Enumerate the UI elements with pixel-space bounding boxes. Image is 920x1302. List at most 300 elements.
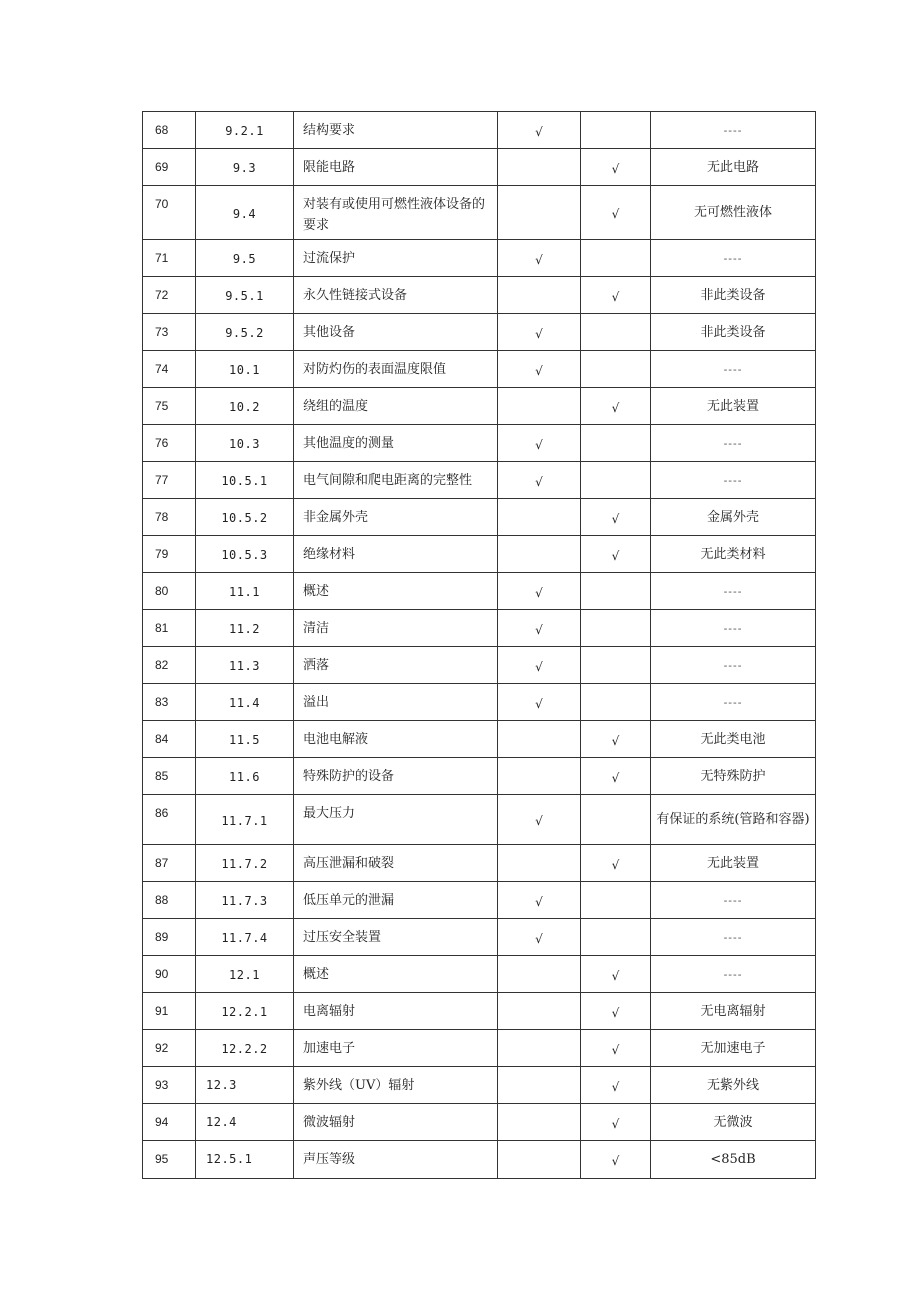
clause-number [196,462,294,499]
applicable-check-text: √ [535,363,543,378]
clause-number [196,186,294,240]
clause-number [196,1141,294,1179]
row-number-text: 89 [155,930,169,944]
item-description-text: 电离辐射 [303,1004,356,1019]
row-number-text: 77 [155,473,169,487]
applicable-check [498,388,581,425]
clause-number-text: 11.4 [229,696,260,710]
item-description-text: 过压安全装置 [303,930,382,945]
applicable-check [498,1104,581,1141]
item-description-text: 洒落 [303,658,330,673]
row-number [143,1067,196,1104]
remark-text: 无此类电池 [700,731,766,747]
item-description-text: 高压泄漏和破裂 [303,856,395,871]
applicable-check-text: √ [535,326,543,341]
row-number-text: 95 [155,1152,169,1166]
table-row [143,610,816,647]
not-applicable-check-text: √ [611,161,620,176]
compliance-checklist-table [142,111,816,1179]
not-applicable-check [581,425,651,462]
remark [651,112,816,149]
row-number [143,351,196,388]
applicable-check [498,186,581,240]
clause-number-text: 11.7.2 [221,857,268,871]
remark-text: 无电离辐射 [700,1003,766,1019]
table-body [143,112,816,1179]
item-description-text: 声压等级 [303,1152,356,1167]
row-number [143,425,196,462]
applicable-check-text: √ [535,474,543,489]
applicable-check [498,956,581,993]
clause-number-text: 11.3 [229,659,260,673]
row-number-text: 92 [155,1041,169,1055]
remark-text: ---- [723,621,743,635]
item-description [294,186,498,240]
table-row [143,993,816,1030]
applicable-check [498,314,581,351]
not-applicable-check [581,573,651,610]
applicable-check [498,112,581,149]
clause-number-text: 11.5 [229,733,260,747]
remark-text: 无加速电子 [700,1040,766,1056]
table-row [143,956,816,993]
remark-text: ---- [723,893,743,907]
not-applicable-check [581,240,651,277]
item-description-text: 电气间隙和爬电距离的完整性 [303,473,473,488]
remark [651,882,816,919]
item-description [294,425,498,462]
applicable-check-text: √ [535,252,543,267]
clause-number [196,277,294,314]
not-applicable-check-text: √ [611,968,620,983]
row-number-text: 72 [155,288,169,302]
clause-number [196,499,294,536]
clause-number-text: 10.1 [229,363,260,377]
item-description [294,882,498,919]
clause-number-text: 9.5 [232,252,257,266]
clause-number-text: 10.2 [229,400,260,414]
row-number-text: 84 [155,732,169,746]
clause-number [196,351,294,388]
remark [651,388,816,425]
row-number [143,845,196,882]
not-applicable-check [581,186,651,240]
remark-text: ---- [723,436,743,450]
item-description [294,721,498,758]
row-number [143,721,196,758]
not-applicable-check [581,882,651,919]
clause-number [196,956,294,993]
not-applicable-check-text: √ [611,400,620,415]
table-row [143,919,816,956]
clause-number-text: 10.5.1 [221,474,268,488]
remark [651,610,816,647]
applicable-check [498,721,581,758]
table-row [143,499,816,536]
item-description [294,993,498,1030]
table-row [143,882,816,919]
item-description-text: 特殊防护的设备 [303,769,395,784]
clause-number-text: 11.1 [229,585,260,599]
row-number [143,758,196,795]
item-description [294,112,498,149]
clause-number-text: 10.3 [229,437,260,451]
remark [651,536,816,573]
applicable-check-text: √ [535,894,543,909]
row-number [143,462,196,499]
item-description-text: 其他设备 [303,325,356,340]
applicable-check [498,1067,581,1104]
item-description [294,758,498,795]
remark [651,845,816,882]
clause-number-text: 9.5.2 [225,326,264,340]
row-number [143,388,196,425]
row-number-text: 85 [155,769,169,783]
table-row [143,1067,816,1104]
item-description [294,462,498,499]
not-applicable-check-text: √ [611,511,620,526]
item-description-text: 限能电路 [303,160,356,175]
applicable-check [498,993,581,1030]
remark [651,1067,816,1104]
item-description-text: 微波辐射 [303,1115,356,1130]
remark [651,186,816,240]
remark-text: ---- [723,695,743,709]
item-description-text: 溢出 [303,695,330,710]
applicable-check [498,795,581,845]
row-number-text: 79 [155,547,169,561]
table-row [143,388,816,425]
not-applicable-check [581,993,651,1030]
item-description-text: 其他温度的测量 [303,436,395,451]
not-applicable-check-text: √ [611,1116,620,1131]
clause-number-text: 12.5.1 [206,1152,253,1166]
clause-number [196,388,294,425]
clause-number [196,684,294,721]
clause-number [196,240,294,277]
applicable-check-text: √ [535,437,543,452]
item-description [294,536,498,573]
row-number-text: 81 [155,621,169,635]
clause-number-text: 12.3 [206,1078,237,1092]
item-description [294,1104,498,1141]
applicable-check [498,1141,581,1179]
row-number-text: 69 [155,160,169,174]
not-applicable-check [581,462,651,499]
clause-number-text: 11.2 [229,622,260,636]
item-description-text: 概述 [303,584,330,599]
row-number [143,1141,196,1179]
item-description [294,919,498,956]
not-applicable-check [581,112,651,149]
applicable-check [498,240,581,277]
applicable-check [498,1030,581,1067]
row-number-text: 74 [155,362,169,376]
table-row [143,462,816,499]
item-description [294,573,498,610]
row-number-text: 80 [155,584,169,598]
row-number-text: 88 [155,893,169,907]
applicable-check [498,684,581,721]
not-applicable-check-text: √ [611,733,620,748]
not-applicable-check-text: √ [611,1005,620,1020]
remark-text: <85dB [710,1152,756,1167]
row-number [143,993,196,1030]
table-row [143,277,816,314]
not-applicable-check [581,1030,651,1067]
remark-text: 无此电路 [706,159,759,175]
not-applicable-check [581,536,651,573]
item-description-text: 概述 [303,967,330,982]
row-number [143,499,196,536]
item-description [294,845,498,882]
item-description [294,610,498,647]
row-number [143,684,196,721]
clause-number [196,1104,294,1141]
table-row [143,149,816,186]
not-applicable-check-text: √ [611,207,620,221]
clause-number [196,795,294,845]
table-row [143,1104,816,1141]
not-applicable-check-text: √ [611,548,620,563]
applicable-check [498,499,581,536]
item-description-text: 电池电解液 [303,732,369,747]
remark-text: 无特殊防护 [700,768,766,784]
remark-text: ---- [723,658,743,672]
item-description [294,277,498,314]
applicable-check [498,277,581,314]
remark-text: ---- [723,362,743,376]
remark [651,1141,816,1179]
row-number [143,647,196,684]
table-row [143,845,816,882]
applicable-check [498,462,581,499]
item-description [294,684,498,721]
not-applicable-check [581,499,651,536]
applicable-check-text: √ [535,659,543,674]
remark-text: ---- [723,930,743,944]
applicable-check-text: √ [535,814,543,828]
remark [651,1030,816,1067]
not-applicable-check-text: √ [611,289,620,304]
remark-text: 无紫外线 [706,1077,759,1093]
row-number-text: 82 [155,658,169,672]
row-number-text: 75 [155,399,169,413]
remark-text: 非此类设备 [700,287,766,303]
remark-text: 有保证的系统(管路和容器) [656,812,810,827]
row-number [143,882,196,919]
clause-number-text: 11.6 [229,770,260,784]
remark [651,499,816,536]
row-number-text: 70 [155,197,169,211]
row-number [143,573,196,610]
item-description [294,499,498,536]
clause-number-text: 9.5.1 [225,289,264,303]
applicable-check [498,919,581,956]
item-description-text: 绕组的温度 [303,399,369,414]
not-applicable-check-text: √ [611,770,620,785]
row-number [143,314,196,351]
remark-text: ---- [723,584,743,598]
row-number [143,956,196,993]
clause-number [196,314,294,351]
table-row [143,1030,816,1067]
item-description-text: 最大压力 [303,806,356,821]
not-applicable-check [581,684,651,721]
not-applicable-check [581,845,651,882]
clause-number-text: 12.2.2 [221,1042,268,1056]
item-description [294,1030,498,1067]
not-applicable-check-text: √ [611,857,620,872]
clause-number-text: 9.2.1 [225,124,264,138]
remark [651,240,816,277]
table-row [143,536,816,573]
remark-text: 无可燃性液体 [693,205,772,220]
row-number [143,186,196,240]
not-applicable-check [581,795,651,845]
table-row [143,112,816,149]
item-description-text: 非金属外壳 [303,510,369,525]
table-row [143,758,816,795]
remark [651,993,816,1030]
applicable-check [498,425,581,462]
row-number-text: 87 [155,856,169,870]
not-applicable-check-text: √ [611,1079,620,1094]
item-description [294,795,498,845]
clause-number [196,149,294,186]
table-row [143,1141,816,1179]
row-number-text: 78 [155,510,169,524]
item-description [294,351,498,388]
applicable-check [498,758,581,795]
not-applicable-check [581,1067,651,1104]
item-description-text: 过流保护 [303,251,356,266]
row-number [143,536,196,573]
not-applicable-check-text: √ [611,1154,620,1168]
row-number [143,1030,196,1067]
row-number-text: 86 [155,806,169,820]
clause-number [196,536,294,573]
clause-number-text: 12.4 [206,1115,237,1129]
item-description [294,956,498,993]
row-number-text: 76 [155,436,169,450]
remark-text: 无微波 [713,1114,753,1130]
applicable-check [498,536,581,573]
remark [651,351,816,388]
item-description-text: 对装有或使用可燃性液体设备的要求 [303,197,486,233]
clause-number [196,721,294,758]
item-description-text: 低压单元的泄漏 [303,893,395,908]
row-number [143,795,196,845]
clause-number-text: 11.7.1 [221,813,268,828]
remark [651,647,816,684]
row-number-text: 90 [155,967,169,981]
remark [651,1104,816,1141]
remark [651,919,816,956]
clause-number [196,573,294,610]
not-applicable-check-text: √ [611,1042,620,1057]
not-applicable-check [581,149,651,186]
table-row [143,351,816,388]
item-description-text: 紫外线（UV）辐射 [303,1078,415,1093]
applicable-check [498,647,581,684]
clause-number [196,845,294,882]
item-description [294,1067,498,1104]
remark [651,956,816,993]
item-description-text: 加速电子 [303,1041,356,1056]
table-row [143,684,816,721]
remark-text: 无此装置 [706,398,759,414]
applicable-check [498,351,581,388]
remark [651,149,816,186]
table-row [143,721,816,758]
remark-text: 无此类材料 [700,546,766,562]
clause-number [196,425,294,462]
remark [651,462,816,499]
not-applicable-check [581,721,651,758]
row-number [143,277,196,314]
applicable-check-text: √ [535,585,543,600]
not-applicable-check [581,388,651,425]
item-description [294,149,498,186]
remark [651,758,816,795]
applicable-check [498,149,581,186]
item-description-text: 对防灼伤的表面温度限值 [303,362,447,377]
row-number-text: 93 [155,1078,169,1092]
item-description [294,240,498,277]
remark [651,425,816,462]
not-applicable-check [581,277,651,314]
row-number [143,610,196,647]
item-description [294,314,498,351]
not-applicable-check [581,1141,651,1179]
applicable-check-text: √ [535,696,543,711]
clause-number [196,1067,294,1104]
table-row [143,314,816,351]
applicable-check-text: √ [535,124,543,139]
row-number [143,1104,196,1141]
remark-text: ---- [723,473,743,487]
remark-text: 非此类设备 [700,324,766,340]
item-description [294,647,498,684]
clause-number [196,882,294,919]
not-applicable-check [581,758,651,795]
not-applicable-check [581,647,651,684]
row-number [143,149,196,186]
remark [651,573,816,610]
clause-number [196,112,294,149]
item-description-text: 永久性链接式设备 [303,288,408,303]
clause-number [196,610,294,647]
row-number [143,240,196,277]
not-applicable-check [581,314,651,351]
row-number-text: 94 [155,1115,169,1129]
item-description [294,1141,498,1179]
remark [651,314,816,351]
remark [651,795,816,845]
remark-text: ---- [723,123,743,137]
item-description [294,388,498,425]
table-row [143,425,816,462]
item-description-text: 清洁 [303,621,330,636]
applicable-check [498,573,581,610]
not-applicable-check [581,956,651,993]
not-applicable-check [581,610,651,647]
applicable-check-text: √ [535,931,543,946]
clause-number [196,647,294,684]
row-number [143,919,196,956]
applicable-check [498,845,581,882]
